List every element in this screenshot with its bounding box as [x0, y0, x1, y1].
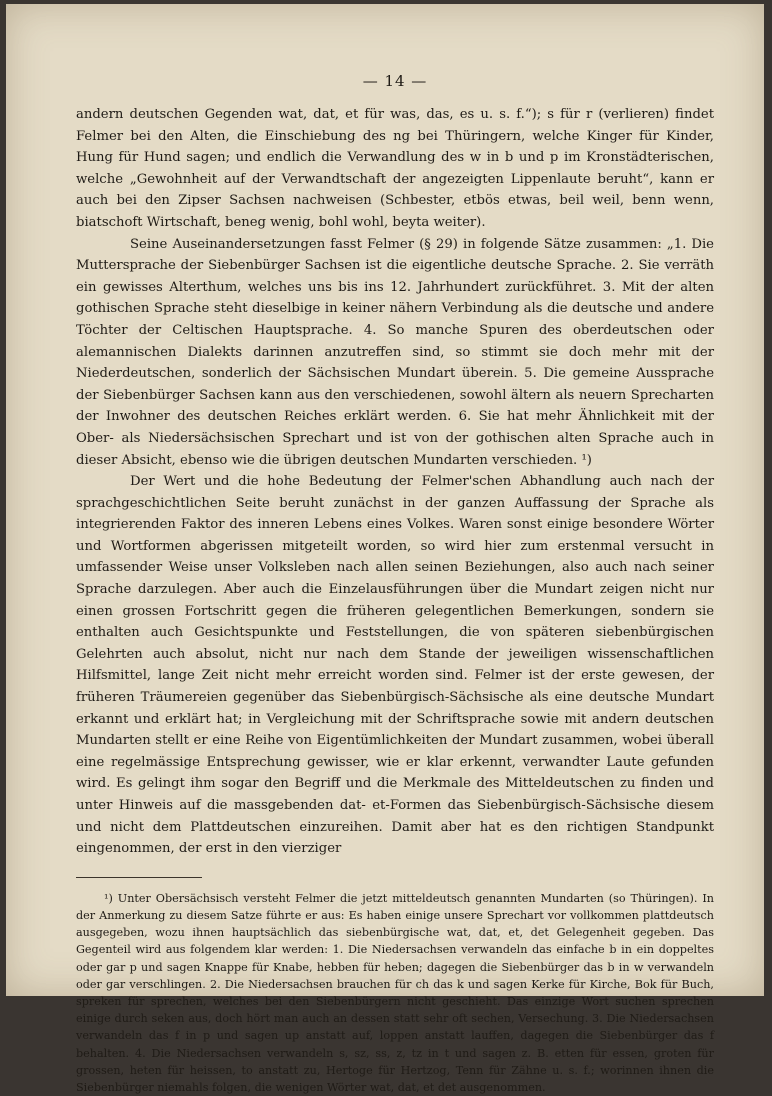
paragraph-3: Der Wert und die hohe Bedeutung der Felmer'schen Abhandlung auch nach der sprachgeschichtlichen Seite beruht zunächst in der ganzen Auffassung der Sprache als integrierenden Faktor des inneren Lebens eines Volkes. Waren sonst einige besondere Wörter und Wortformen abgerissen mitgeteilt worden, so wird hier zum erstenmal versucht in umfassender Weise unser Volksleben nach allen seinen Beziehungen, also auch nach seiner Sprache darzulegen. Aber auch die Einzelausführungen über die Mundart zeigen nicht nur einen grossen Fortschritt gegen die früheren gelegentlichen Bemerkungen, sondern sie enthalten auch Gesichtspunkte und Feststellungen, die von späteren siebenbürgischen Gelehrten auch absolut, nicht nur nach dem Stande der jeweiligen wissenschaftlichen Hilfsmittel, lange Zeit nicht mehr erreicht worden sind. Felmer ist der erste gewesen, der früheren Träumereien gegenüber das Siebenbürgisch-Sächsische als eine deutsche Mundart erkannt und erklärt hat; in Vergleichung mit der Schriftsprache sowie mit andern deutschen Mundarten stellt er eine Reihe von Eigentümlichkeiten der Mundart zusammen, wobei überall eine regelmässige Entsprechung gewisser, wie er klar erkennt, verwandter Laute gefunden wird. Es gelingt ihm sogar den Begriff und die Merkmale des Mitteldeutschen zu finden und unter Hinweis auf die massgebenden dat- et-Formen das Siebenbürgisch-Sächsische diesem und nicht dem Plattdeutschen einzureihen. Damit aber hat es den richtigen Standpunkt eingenommen, der erst in den vierziger: [76, 474, 714, 857]
paragraph-1: andern deutschen Gegenden wat, dat, et für was, das, es u. s. f.“); s für r (verlieren) findet Felmer bei den Alten, die Einschiebung des ng bei Thüringern, welche Kinger für Kinder, Hung für Hund sagen; und endlich die Verwandlung des w in b und p im Kronstädterischen, welche „Gewohnheit auf der Verwandtschaft der angezeigten Lippenlaute beruht“, kann er auch bei den Zipser Sachsen nachweisen (Schbester, etbös etwas, beil weil, benn wenn, biatschoft Wirtschaft, beneg wenig, bohl wohl, beyta weiter).: [76, 107, 714, 230]
footnote: [76, 890, 714, 1096]
page-number: — 14 —: [362, 72, 428, 90]
main-text: [76, 104, 714, 860]
page-content: [76, 72, 714, 1096]
scanned-page: [6, 4, 764, 1095]
footnote-text: ¹) Unter Obersächsisch versteht Felmer die jetzt mitteldeutsch genannten Mundarten (so Thüringen). In der Anmerkung zu diesem Satze führte er aus: Es haben einige unsere Sprechart vor vollkommen plattdeutsch ausgegeben, wozu ihnen hauptsächlich das siebenbürgische wat, dat, et, det Gelegenheit gegeben. Das Gegenteil wird aus folgendem klar werden: 1. Die Niedersachsen verwandeln das einfache b in ein doppeltes oder gar p und sagen Knappe für Knabe, hebben für heben; dagegen die Siebenbürger das b in w verwandeln oder gar verschlingen. 2. Die Niedersachsen brauchen für ch das k und sagen Kerke für Kirche, Bok für Buch, spreken für sprechen, welches bei den Siebenbürgern nicht geschieht. Das einzige Wort suchen sprechen einige durch seken aus, doch hört man auch an dessen statt sehr oft sechen, Versechung. 3. Die Niedersachsen verwandeln das f in p und sagen up anstatt auf, loppen anstatt lauffen, dagegen die Siebenbürger das f behalten. 4. Die Niedersachsen verwandeln s, sz, ss, z, tz in t und sagen z. B. etten für essen, groten für grossen, heten für heissen, to anstatt zu, Hertoge für Hertzog, Tenn für Zähne u. s. f.; worinnen ihnen die Siebenbürger niemahls folgen, die wenigen Wörter wat, dat, et det ausgenommen.: [76, 891, 714, 1095]
footnote-divider: [76, 877, 202, 878]
paragraph-2: Seine Auseinandersetzungen fasst Felmer (§ 29) in folgende Sätze zusammen: „1. Die Muttersprache der Siebenbürger Sachsen ist die eigentliche deutsche Sprache. 2. Sie verräth ein gewisses Alterthum, welches uns bis ins 12. Jahrhundert zurückführet. 3. Mit der alten gothischen Sprache steht dieselbige in keiner nähern Verbindung als die deutsche und andere Töchter der Celtischen Hauptsprache. 4. So manche Spuren des oberdeutschen oder alemannischen Dialekts darinnen anzutreffen sind, so stimmt sie doch mehr mit der Niederdeutschen, sonderlich der Sächsischen Mundart überein. 5. Die gemeine Aussprache der Siebenbürger Sachsen kann aus den verschiedenen, sowohl ältern als neuern Sprecharten der Inwohner des deutschen Reiches erklärt werden. 6. Sie hat mehr Ähnlichkeit mit der Ober- als Niedersächsischen Sprechart und ist von der gothischen alten Sprache auch in dieser Absicht, ebenso wie die übrigen deutschen Mundarten verschieden. ¹): [76, 236, 714, 468]
